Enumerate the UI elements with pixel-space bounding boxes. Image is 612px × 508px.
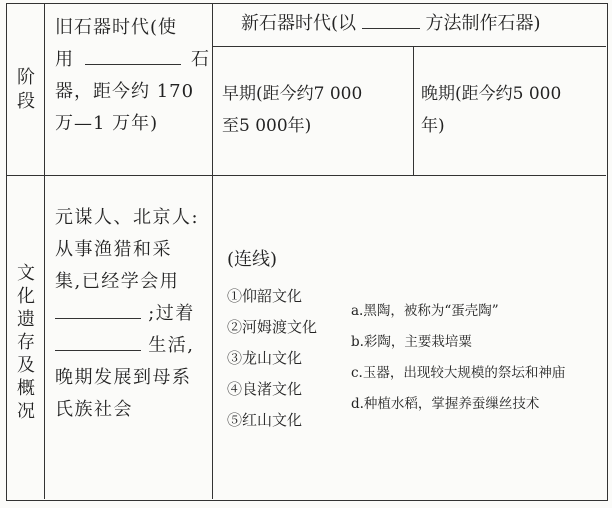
culture-item[interactable]: ①仰韶文化	[227, 287, 303, 305]
early-period: 早期(距今约7 000 至5 000年)	[222, 84, 363, 136]
blank-fire[interactable]	[55, 298, 141, 319]
blank-tool-material[interactable]	[85, 44, 181, 65]
paleolithic-line-3: 器，距今约 170	[55, 81, 195, 102]
paleolithic-line-1: 旧石器时代(使	[55, 17, 178, 38]
paleolithic-line-4: 万—1 万年)	[55, 113, 159, 134]
culture-list	[227, 281, 317, 436]
blank-lifestyle[interactable]	[55, 330, 141, 351]
matching-title: (连线)	[227, 249, 278, 270]
culture-item[interactable]: ⑤红山文化	[227, 411, 303, 429]
neolithic-title: 新石器时代(以 方法制作石器)	[241, 8, 601, 40]
paleolithic-header	[55, 12, 210, 140]
option-item[interactable]: d.种植水稻，掌握养蚕缫丝技术	[351, 396, 540, 412]
culture-item[interactable]: ③龙山文化	[227, 349, 303, 367]
history-table	[6, 3, 608, 501]
blank-stone-method[interactable]	[362, 8, 420, 29]
culture-item[interactable]: ④良渚文化	[227, 380, 303, 398]
culture-label: 文化遗存及概况	[17, 263, 35, 422]
option-item[interactable]: b.彩陶，主要栽培粟	[351, 334, 472, 350]
late-period: 晚期(距今约5 000 年)	[421, 84, 562, 136]
stage-label: 阶段	[17, 67, 35, 112]
option-list	[351, 296, 606, 420]
neolithic-sub-divider	[212, 46, 606, 47]
col-divider-2	[212, 4, 213, 499]
col-divider-3	[413, 46, 414, 175]
option-item[interactable]: a.黑陶，被称为“蛋壳陶”	[351, 303, 499, 319]
col-divider-1	[44, 4, 45, 499]
option-item[interactable]: c.玉器，出现较大规模的祭坛和神庙	[351, 365, 566, 381]
row-divider	[7, 175, 606, 176]
paleolithic-body: 元谋人、北京人: 从事渔猎和采 集,已经学会用 ;过着 生活, 晚期发展到母系 氏族社会	[55, 207, 200, 420]
paleolithic-line-2: 用 石	[55, 44, 210, 76]
culture-item[interactable]: ②河姆渡文化	[227, 318, 318, 336]
